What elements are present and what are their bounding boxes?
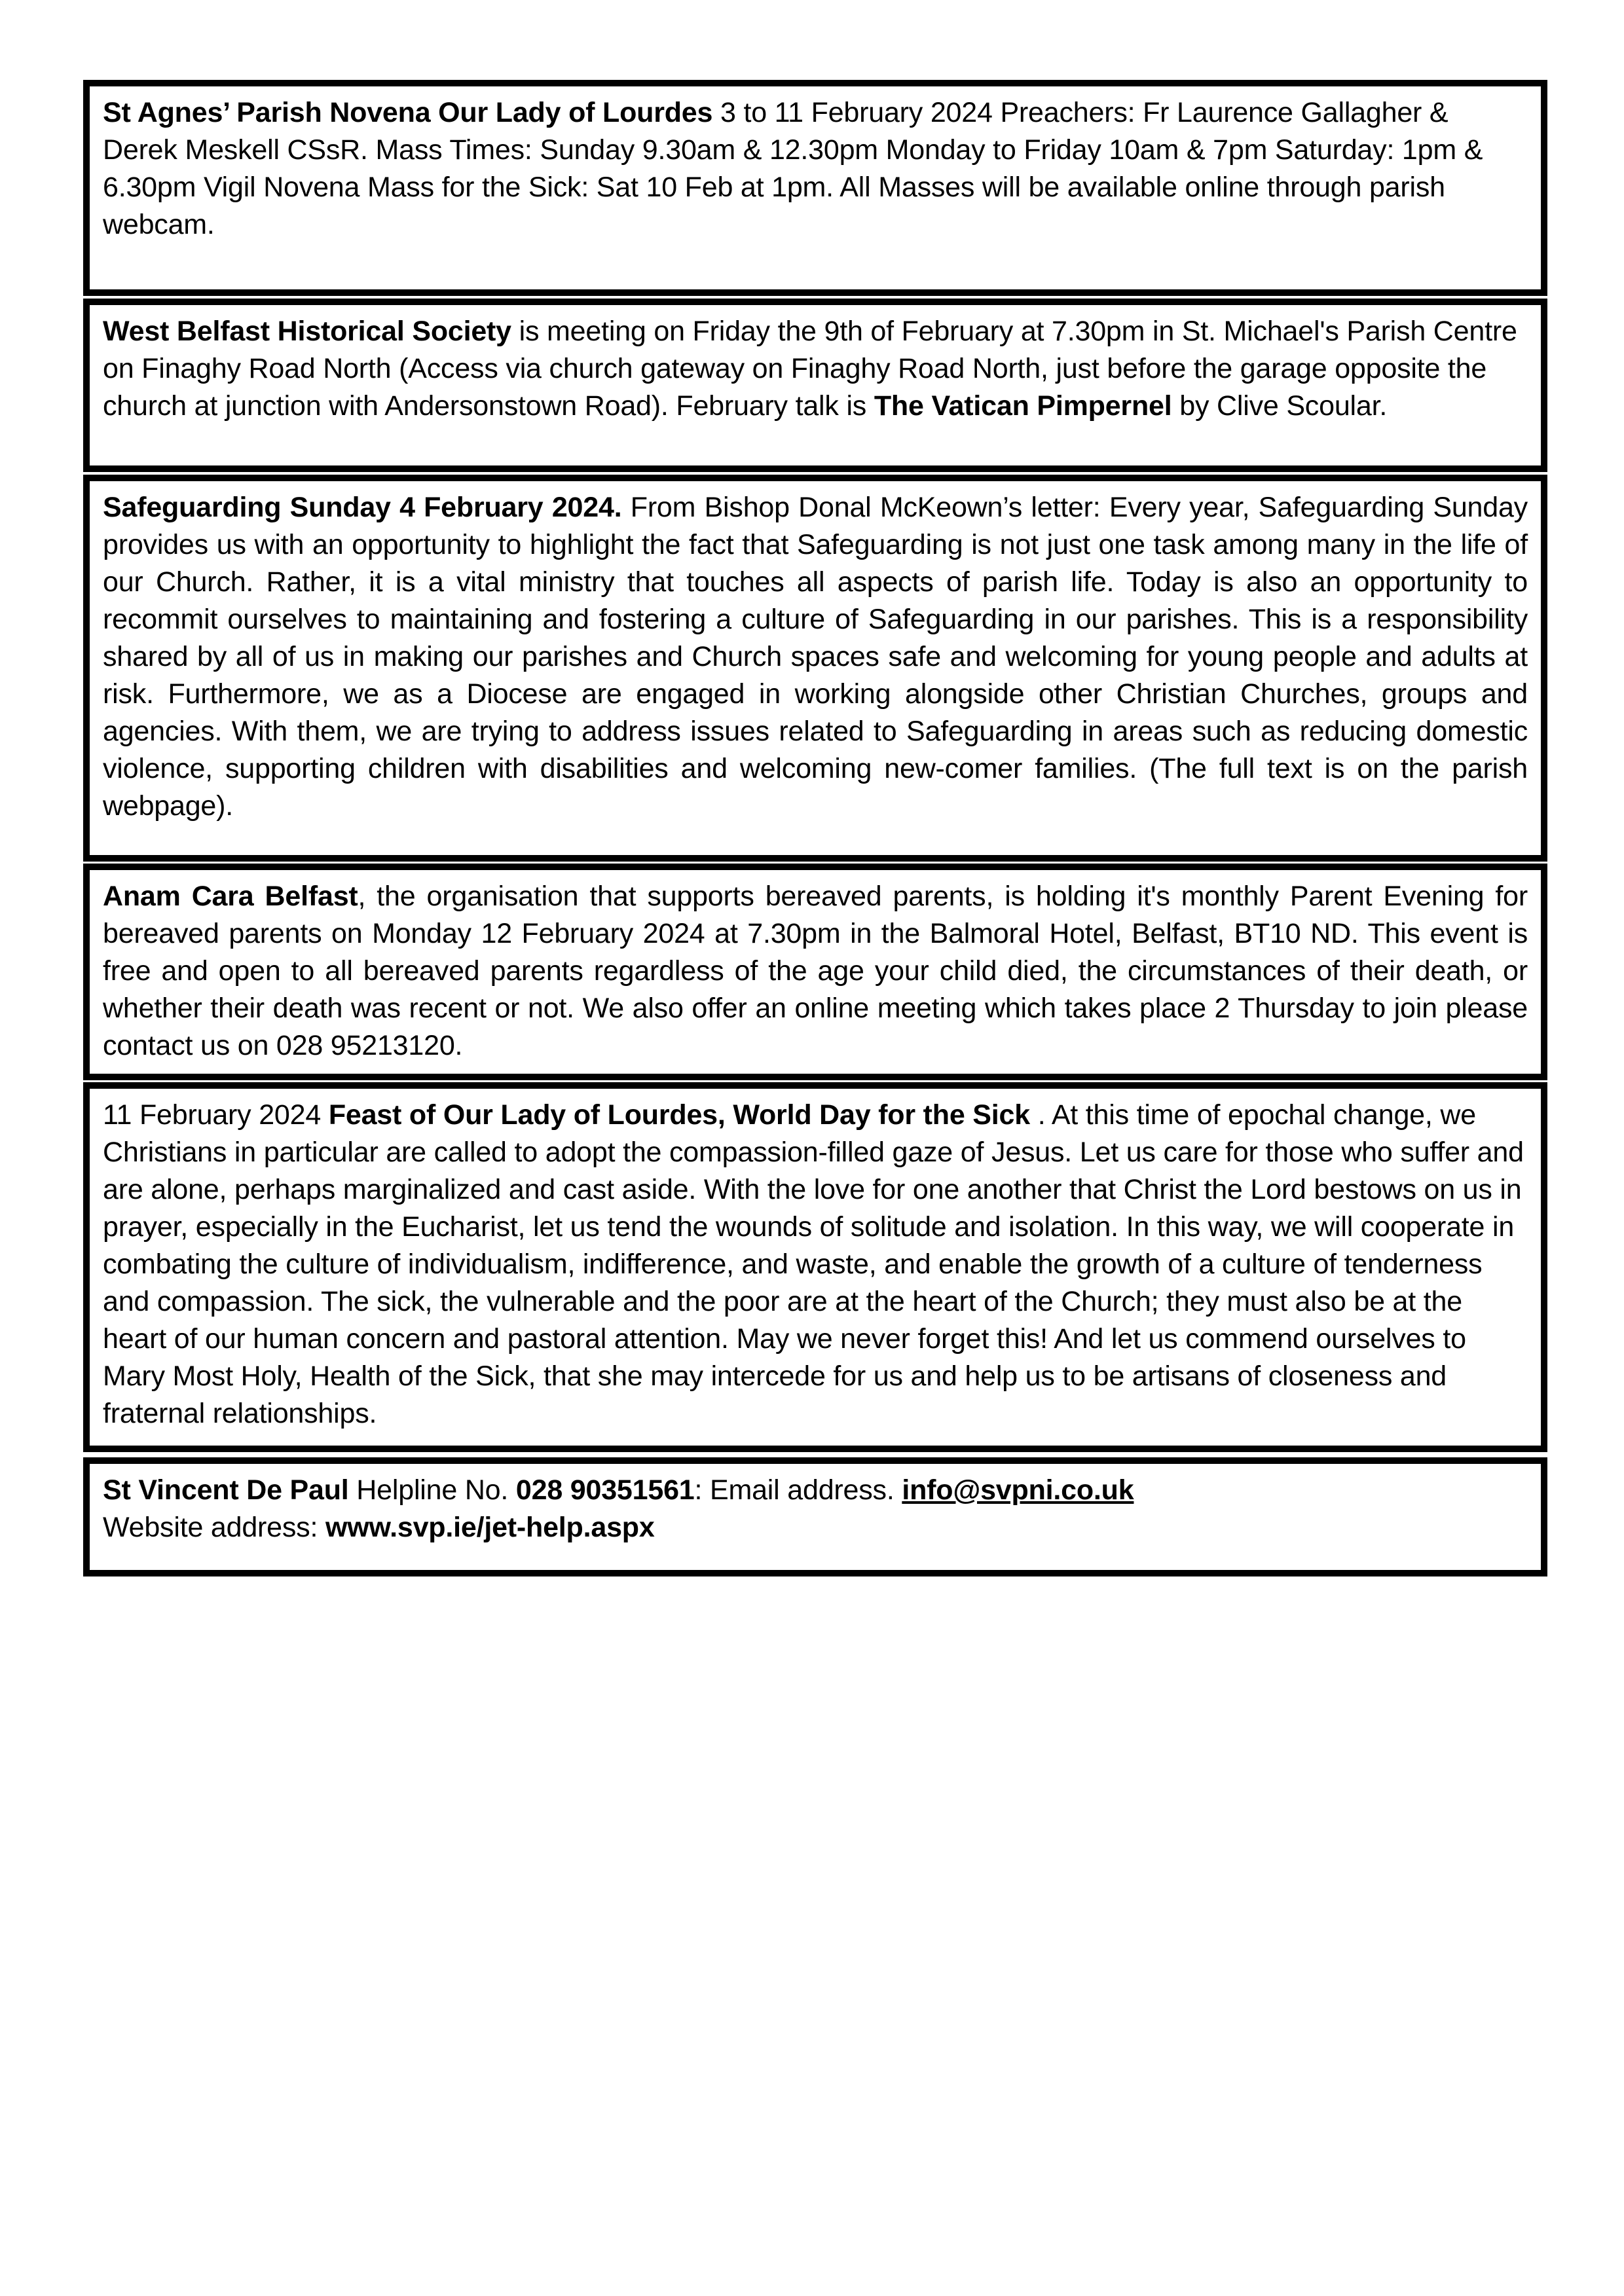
text-segment: Website address: [103, 1512, 325, 1543]
text-segment: From Bishop Donal McKeown’s letter: Every year, Safeguarding Sunday provides us with an opportunity to highlight the fact that Safeguarding is not just one task among many in the life of our Church. Rather, it is a vital ministry that touches all aspects of parish life. Today is also an opportunity to recommit ourselves to maintaining and fostering a culture of Safeguarding in our parishes. This is a responsibility shared by all of us in making our parishes and Church spaces safe and welcoming for young people and adults at risk. Furthermore, we as a Diocese are engaged in working alongside other Christian Churches, groups and agencies. With them, we are trying to address issues related to Safeguarding in areas such as reducing domestic violence, supporting children with disabilities and welcoming new-comer families. (The full text is on the parish webpage). [103, 492, 1528, 822]
text-segment: St Vincent De Paul [103, 1474, 349, 1506]
notice-safeguarding-sunday [83, 475, 1547, 862]
text-segment: . At this time of epochal change, we Christians in particular are called to adopt the compassion-filled gaze of Jesus. Let us care for those who suffer and are alone, perhaps marginalized and cast aside. With the love for one another that Christ the Lord bestows on us in prayer, especially in the Eucharist, let us tend the wounds of solitude and isolation. In this way, we will cooperate in combating the culture of individualism, indifference, and waste, and enable the growth of a culture of tenderness and compassion. The sick, the vulnerable and the poor are at the heart of the Church; they must also be at the heart of our human concern and pastoral attention. May we never forget this! And let us commend ourselves to Mary Most Holy, Health of the Sick, that she may intercede for us and help us to be artisans of closeness and fraternal relationships. [103, 1099, 1524, 1429]
text-segment: The Vatican Pimpernel [874, 390, 1172, 422]
text-segment: : Email address. [694, 1474, 902, 1506]
text-segment: St Agnes’ Parish Novena Our Lady of Lourdes [103, 97, 713, 128]
text-segment: is meeting on Friday the 9th of February at 7.30pm in St. Michael's Parish Centre on Finaghy Road North (Access via church gateway on Finaghy Road North, just before the garage opposite the church at junction with Andersonstown Road). February talk is [103, 316, 1517, 422]
text-segment: Safeguarding Sunday 4 February 2024. [103, 492, 622, 523]
text-segment: Helpline No. [348, 1474, 516, 1506]
text-segment: by Clive Scoular. [1172, 390, 1388, 422]
notice-feast-of-our-lady-of-lourdes [83, 1082, 1547, 1452]
notice-west-belfast-historical-society [83, 299, 1547, 472]
text-segment: 3 to 11 February 2024 Preachers: Fr Laurence Gallagher & Derek Meskell CSsR. Mass Times: Sunday 9.30am & 12.30pm Monday to Friday 10am & 7pm Saturday: 1pm & 6.30pm Vigil Novena Mass for the Sick: Sat 10 Feb at 1pm. All Masses will be available online through parish webcam. [103, 97, 1483, 240]
text-segment: Anam Cara Belfast [103, 881, 358, 912]
notice-st-vincent-de-paul [83, 1457, 1547, 1576]
text-segment: 11 February 2024 [103, 1099, 329, 1131]
text-segment: 028 90351561 [515, 1474, 695, 1506]
text-segment: West Belfast Historical Society [103, 316, 511, 347]
website-address-text: www.svp.ie/jet-help.aspx [325, 1512, 655, 1543]
text-segment: , the organisation that supports bereaved parents, is holding it's monthly Parent Evening for bereaved parents on Monday 12 February 2024 at 7.30pm in the Balmoral Hotel, Belfast, BT10 ND. This event is free and open to all bereaved parents regardless of the age your child died, the circumstances of their death, or whether their death was recent or not. We also offer an online meeting which takes place 2 Thursday to join please contact us on 028 95213120. [103, 881, 1528, 1061]
notice-st-agnes-parish-novena [83, 80, 1547, 296]
notice-anam-cara-belfast [83, 864, 1547, 1080]
email-link[interactable]: info@svpni.co.uk [902, 1474, 1134, 1506]
text-segment: Feast of Our Lady of Lourdes, World Day for the Sick [328, 1099, 1030, 1131]
